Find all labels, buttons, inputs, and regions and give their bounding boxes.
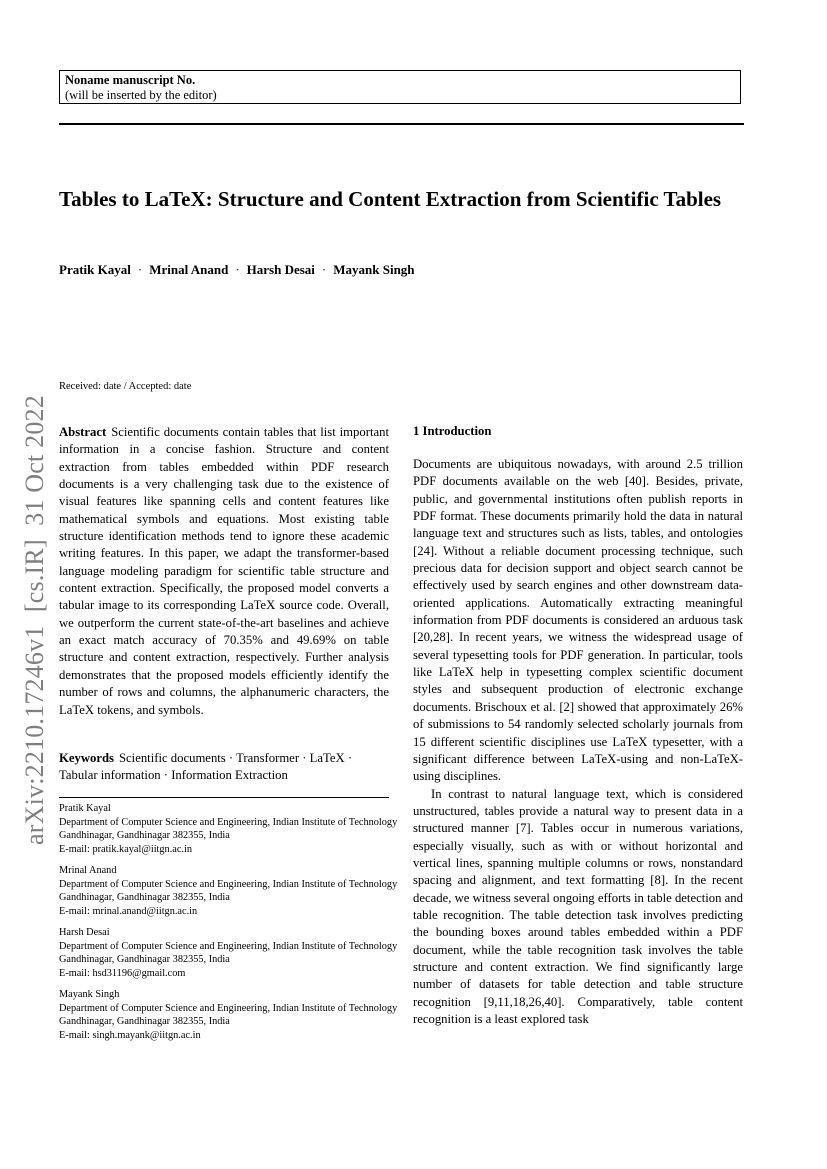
affiliation-block bbox=[59, 988, 399, 1042]
author-separator: · bbox=[235, 262, 240, 277]
affiliation-block bbox=[59, 926, 399, 980]
affiliation-block bbox=[59, 802, 399, 856]
affiliation-email: E-mail: hsd31196@gmail.com bbox=[59, 967, 186, 979]
author-name: Pratik Kayal bbox=[59, 262, 131, 277]
affiliation-name: Mayank Singh bbox=[59, 989, 120, 1000]
editor-note-line2: (will be inserted by the editor) bbox=[65, 88, 217, 102]
keywords-label: Keywords bbox=[59, 751, 114, 765]
header-rule bbox=[59, 123, 744, 125]
keywords-text: Scientific documents · Transformer · LaTeX · Tabular information · Information Extraction bbox=[59, 751, 353, 783]
author-name: Mayank Singh bbox=[333, 262, 415, 277]
footnote-rule bbox=[59, 797, 389, 798]
affiliation-dept: Department of Computer Science and Engineering, Indian Institute of Technology Gandhinagar, Gandhinagar 382355, India bbox=[59, 878, 398, 904]
affiliation-name: Harsh Desai bbox=[59, 927, 110, 938]
affiliation-dept: Department of Computer Science and Engineering, Indian Institute of Technology Gandhinagar, Gandhinagar 382355, India bbox=[59, 1002, 398, 1028]
author-separator: · bbox=[321, 262, 327, 277]
editor-note-box bbox=[59, 70, 741, 104]
received-accepted-line: Received: date / Accepted: date bbox=[59, 381, 192, 392]
affiliation-email: E-mail: mrinal.anand@iitgn.ac.in bbox=[59, 905, 198, 917]
affiliation-email: E-mail: singh.mayank@iitgn.ac.in bbox=[59, 1029, 201, 1041]
affiliation-dept: Department of Computer Science and Engineering, Indian Institute of Technology Gandhinagar, Gandhinagar 382355, India bbox=[59, 816, 398, 842]
abstract-section bbox=[59, 424, 389, 719]
author-name: Harsh Desai bbox=[246, 262, 315, 277]
keywords-section bbox=[59, 750, 389, 785]
paragraph: In contrast to natural language text, which is considered unstructured, tables provide a natural way to present data in a structured manner [7]. Tables occur in numerous variations, especially visually, such as with or without horizontal and vertical lines, spanning multiple columns or rows, nonstandard spacing and alignment, and text formatting [8]. In the recent decade, we witness several ongoing efforts in table detection and table recognition. The table detection task involves predicting the bounding boxes around tables embedded within a PDF document, while the table recognition task involves the table structure and content extraction. We find significantly large number of datasets for table detection and table structure recognition [9,11,18,26,40]. Comparatively, table content recognition is a least explored task bbox=[413, 786, 743, 1026]
section-heading: 1 Introduction bbox=[413, 424, 492, 438]
arxiv-identifier-stamp: arXiv:2210.17246v1 [cs.IR] 31 Oct 2022 bbox=[20, 395, 49, 845]
affiliation-name: Mrinal Anand bbox=[59, 865, 117, 876]
author-name: Mrinal Anand bbox=[149, 262, 229, 277]
affiliation-email: E-mail: pratik.kayal@iitgn.ac.in bbox=[59, 843, 193, 855]
introduction-body bbox=[413, 456, 743, 1028]
affiliation-name: Pratik Kayal bbox=[59, 803, 111, 814]
abstract-label: Abstract bbox=[59, 425, 107, 439]
abstract-text: Scientific documents contain tables that list important information in a concise fashion. Structure and content extraction from tables embedded within PDF research documents is a very challenging task due to the existence of visual features like spanning cells and content features like mathematical symbols and equations. Most existing table structure identification methods tend to ignore these academic writing features. In this paper, we adapt the transformer-based language modeling paradigm for scientific table structure and content extraction. Specifically, the proposed model converts a tabular image to its corresponding LaTeX source code. Overall, we outperform the current state-of-the-art baselines and achieve an exact match accuracy of 70.35% and 49.69% on table structure and content extraction, respectively. Further analysis demonstrates that the proposed models efficiently identify the number of rows and columns, the alphanumeric characters, the LaTeX tokens, and symbols. bbox=[59, 425, 389, 717]
affiliation-block bbox=[59, 864, 399, 918]
paragraph: Documents are ubiquitous nowadays, with around 2.5 trillion PDF documents available on the web [40]. Besides, private, public, and governmental institutions often publish reports in PDF format. These documents primarily hold the data in natural language text and structures such as lists, tables, and ontologies [24]. Without a reliable document processing technique, such precious data for decision support and object search cannot be effectively used by search engines and other downstream data-oriented applications. Automatically extracting meaningful information from PDF documents is considered an arduous task [20,28]. In recent years, we witness the widespread usage of several typesetting tools for PDF generation. In particular, tools like LaTeX help in typesetting complex scientific document styles and subsequent production of electronic exchange documents. Brischoux et al. [2] showed that approximately 26% of submissions to 54 randomly selected scholarly journals from 15 different scientific disciplines use LaTeX typesetter, with a significant difference between LaTeX-using and non-LaTeX-using disciplines. bbox=[413, 457, 743, 784]
paper-title: Tables to LaTeX: Structure and Content Extraction from Scientific Tables bbox=[59, 187, 722, 211]
editor-note-line1: Noname manuscript No. bbox=[65, 73, 196, 87]
author-list bbox=[59, 262, 415, 278]
author-separator: · bbox=[137, 262, 143, 277]
affiliation-dept: Department of Computer Science and Engineering, Indian Institute of Technology Gandhinagar, Gandhinagar 382355, India bbox=[59, 940, 398, 966]
